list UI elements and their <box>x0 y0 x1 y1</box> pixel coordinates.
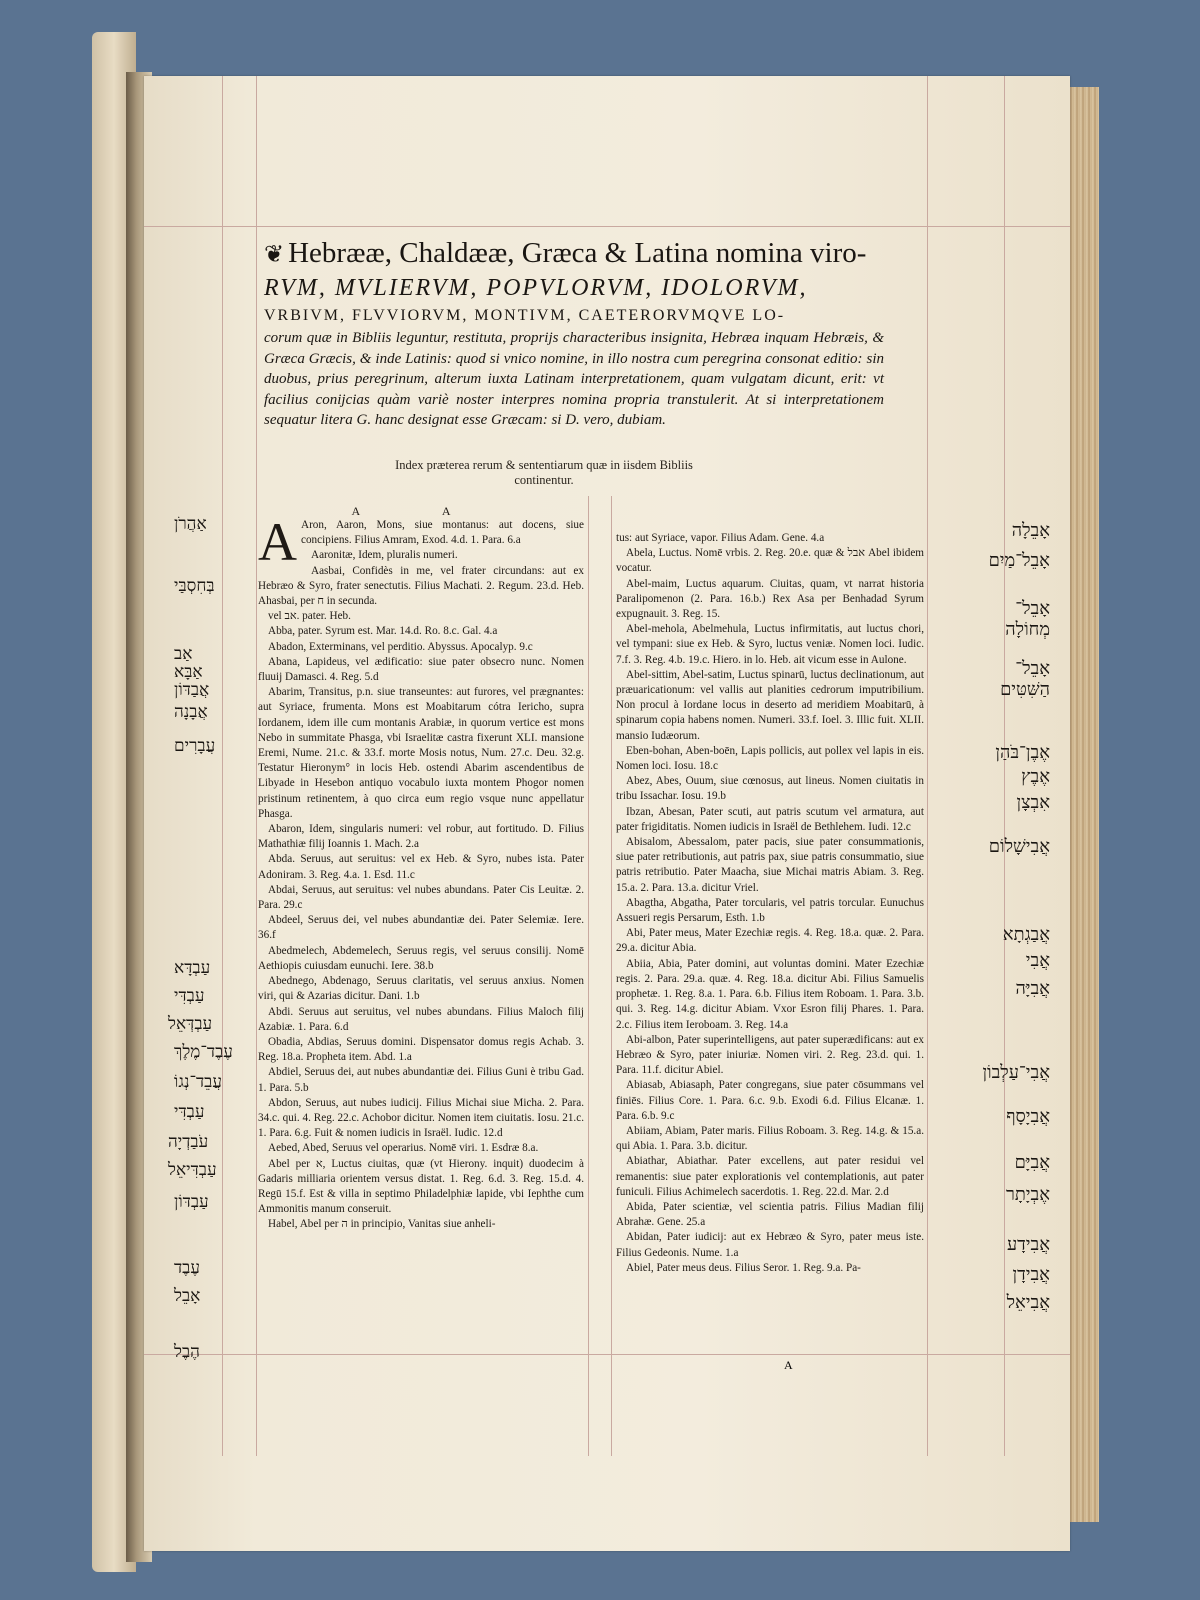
hebrew-headword: אַבָּא <box>174 662 203 682</box>
index-entry: Abdon, Seruus, aut nubes iudicij. Filius Michai siue Micha. 2. Para. 34.c. qui. 4. Reg. 22.c. Achobor dicitur. Nomen item ciuitatis. Iosu. 21.c. 1. Para. 6.g. Fuit & nomen iudicis in Israël. Iudic. 12.d <box>258 1096 584 1140</box>
hebrew-headword: אָבֵל <box>174 1286 201 1306</box>
index-entry: Abiasab, Abiasaph, Pater congregans, siue pater cōsummans vel finiēs. Filius Core. 1. Para. 6.c. 9.b. Exodi 6.d. Filius Elcanæ. 1. Para. 6.b. 9.c <box>616 1079 924 1122</box>
hebrew-headword: עַבְדּוֹן <box>174 1192 209 1212</box>
hebrew-headword: אֶבֶץ <box>1021 766 1050 787</box>
index-entry: Abida, Pater scientiæ, vel scientia patris. Filius Madian filij Abrahæ. Gene. 25.a <box>616 1200 924 1229</box>
index-note: Index præterea rerum & sententiarum quæ in iisdem Bibliis continentur. <box>395 458 693 487</box>
index-entry: Abidan, Pater iudicij: aut ex Hebræo & Syro, pater meus iste. Filius Gedeonis. Nume. 1.a <box>616 1231 924 1259</box>
hebrew-headword: אָבֵל־ מְחוֹלָה <box>1005 598 1050 640</box>
hebrew-headword: עֲבֵד־נְגוֹ <box>174 1072 222 1092</box>
hebrew-headword: בְּחִסְבַּי <box>174 576 215 596</box>
hebrew-headword: אֲבָנָה <box>174 702 208 722</box>
index-entry: Abagtha, Abgatha, Pater torcularis, vel patris torcular. Eunuchus Assueri regis Persarum, Esth. 1.b <box>616 896 924 925</box>
hebrew-headword: אֲבִיָּם <box>1014 1152 1050 1173</box>
page-edges <box>1067 87 1099 1522</box>
title-block <box>264 236 884 431</box>
column-head-letters: A A <box>351 504 491 518</box>
index-entry: Obadia, Abdias, Seruus domini. Dispensator domus regis Achab. 3. Reg. 18.a. Propheta item. Abd. 1.a <box>258 1035 584 1064</box>
right-column <box>616 531 924 1276</box>
hebrew-headword: אֶבֶן־בֹּהַן <box>995 742 1050 763</box>
signature-mark: A <box>784 1358 793 1372</box>
index-entry: tus: aut Syriace, vapor. Filius Adam. Gene. 4.a <box>616 532 825 544</box>
rule-line <box>588 496 589 1456</box>
hebrew-headword: עֹבַדְיָה <box>168 1132 209 1152</box>
hebrew-headword: אָבֵל־ הַשִּׁטִּים <box>1000 658 1050 700</box>
index-entry: Habel, Abel per ה in principio, Vanitas siue anheli- <box>268 1218 496 1231</box>
rule-line <box>144 1354 1070 1355</box>
hebrew-headword: אֲבַדּוֹן <box>174 680 210 700</box>
index-entry: Abel-mehola, Abelmehula, Luctus infirmitatis, aut luctus chori, vel tympani: siue ex Heb. & Syro, luctus veniæ. Nomen loci. Iudic. 7.f. 3. Reg. 4.b. 19.c. Hiero. in lo. Heb. ait vicum esse in Aulone. <box>616 623 924 666</box>
hebrew-headword: אִבְצָן <box>1016 792 1050 813</box>
hebrew-headword: אֲבִיָסָף <box>1006 1106 1050 1127</box>
hebrew-headword: אָבֵלָה <box>1011 520 1050 541</box>
index-entry: Abdiel, Seruus dei, aut nubes abundantiæ dei. Filius Guni è tribu Gad. 1. Para. 5.b <box>258 1066 584 1094</box>
hebrew-headword: אֲבִישָׁלוֹם <box>988 836 1050 857</box>
rule-line <box>611 496 612 1456</box>
index-entry: Abisalom, Abessalom, pater pacis, siue pater consummationis, siue pater retributionis, aut patris pax, siue patris consummatio, siue patris retributio. Pater Maacha, siue Michai matris Abiam. 3. Reg. 15.a. 2. Para. 13.a. dicitur Vriel. <box>616 836 924 894</box>
index-entry: Abaron, Idem, singularis numeri: vel robur, aut fortitudo. D. Filius Mathathiæ filij Ioannis 1. Mach. 2.a <box>258 823 584 851</box>
rule-line <box>256 76 257 1456</box>
page <box>144 76 1070 1551</box>
index-entry: Abana, Lapideus, vel ædificatio: siue pater obsecro nunc. Nomen fluuij Damasci. 4. Reg. 5.d <box>258 655 584 684</box>
index-entry: Abel-maim, Luctus aquarum. Ciuitas, quam, vt narrat historia Paralipomenon (2. Para. 16.b.) Rex Asa per Benhadad Syrum expugnauit. 3. Reg. 15. <box>616 577 924 621</box>
fleuron-icon: ❦ <box>264 242 285 268</box>
hebrew-headword: אֶבְיָתָר <box>1005 1184 1050 1205</box>
hebrew-headword: עֶבֶד <box>174 1258 200 1278</box>
left-column <box>258 504 584 1233</box>
rule-line <box>222 76 223 1456</box>
index-entry: Abiathar, Abiathar. Pater excellens, aut pater residui vel remanentis: siue pater explorationis vel contemplationis, aut pater funiculi. Filius Achimelech sacerdotis. 1. Reg. 22.d. Mar. 2.d <box>616 1155 924 1198</box>
index-entry: Abel per א, Luctus ciuitas, quæ (vt Hierony. inquit) duodecim à Gadaris milliaria orientem versus distat. 1. Reg. 6.d. 3. Reg. 15.d. 4. Regū 15.f. Est & villa in septimo Philadelphiæ lapide, vbi Iephthe cum Ammonitis manum conseruit. <box>258 1157 584 1216</box>
hebrew-headword: עֶבֶד־מֶלֶךְ <box>174 1042 233 1062</box>
index-entry: Abednego, Abdenago, Seruus claritatis, vel seruus anxius. Nomen viri, qui & Azarias dicitur. Dani. 1.b <box>258 975 584 1003</box>
book <box>92 32 1102 1572</box>
hebrew-headword: אֲבִיָּה <box>1015 978 1050 999</box>
hebrew-headword: עַבְדִּי <box>174 1102 205 1122</box>
index-entry: Abi, Pater meus, Mater Ezechiæ regis. 4. Reg. 18.a. quæ. 2. Para. 29.a. dicitur Abia. <box>616 927 924 955</box>
hebrew-headword: עַבְדָּא <box>174 958 211 978</box>
hebrew-headword: אֲבַגְתָא <box>1002 924 1050 945</box>
title-line-1: ❦ Hebrææ, Chaldææ, Græca & Latina nomina viro- <box>264 237 867 269</box>
index-entry: Abiel, Pater meus deus. Filius Seror. 1. Reg. 9.a. Pa- <box>626 1261 861 1274</box>
hebrew-headword: אָבֵל־מַיִם <box>988 550 1050 571</box>
index-entry: Abadon, Exterminans, vel perditio. Abyssus. Apocalyp. 9.c <box>268 640 533 653</box>
index-entry: vel אב. pater. Heb. <box>268 610 351 623</box>
index-entry: Abela, Luctus. Nomē vrbis. 2. Reg. 20.e. quæ & אבל Abel ibidem vocatur. <box>616 547 924 575</box>
index-entry: Abez, Abes, Ouum, siue cœnosus, aut lineus. Nomen ciuitatis in tribu Issachar. Iosu. 19.b <box>616 775 924 803</box>
hebrew-headword: אֲבִי <box>1025 950 1050 971</box>
intro-text: corum quæ in Bibliis leguntur, restituta, proprijs characteribus insignita, Hebræa inquam Hebræis, & Græca Græcis, & inde Latinis: quod si vnico nomine, in illo nostra cum peregrina consonat editio: sin duobus, prius peregrinum, alterum iuxta Latinam interpretationem, quam vulgatam dicunt, erit: vt facilius conijcias quàm variè noster interpres nomina propria transtulerit. At si interpretationem sequatur litera G. hanc designat esse Græcam: si D. vero, dubiam. <box>264 330 884 428</box>
index-entry: A Aron, Aaron, Mons, siue montanus: aut docens, siue concipiens. Filius Amram, Exod. 4.d. 1. Para. 6.a <box>258 512 584 572</box>
drop-cap: A <box>258 512 297 572</box>
rule-line <box>927 76 928 1456</box>
index-entry: Abda. Seruus, aut seruitus: vel ex Heb. & Syro, nubes ista. Pater Adoniram. 3. Reg. 4.a. 1. Esd. 11.c <box>258 853 584 881</box>
hebrew-headword: אֲבִידָן <box>1012 1264 1050 1285</box>
hebrew-headword: עַבְדִּי <box>174 986 205 1006</box>
title-line-3: VRBIVM, FLVVIORVM, MONTIVM, CAETERORVMQVE LO- <box>264 307 786 324</box>
hebrew-headword: עֲבָרִים <box>174 736 216 756</box>
hebrew-headword: אֲבִיאֵל <box>1006 1292 1050 1313</box>
rule-line <box>1004 76 1005 1456</box>
hebrew-headword: אַהֲרֹן <box>174 514 207 534</box>
index-entry: Eben-bohan, Aben-boēn, Lapis pollicis, aut pollex vel lapis in eis. Nomen loci. Iosu. 18.c <box>616 744 924 773</box>
index-entry: Ibzan, Abesan, Pater scuti, aut patris scutum vel armatura, aut pater frigiditatis. Nomen iudicis in Israël de Bethlehem. Iudi. 12.c <box>616 805 924 833</box>
index-entry: Abdi. Seruus aut seruitus, vel nubes abundans. Filius Maloch filij Azabiæ. 1. Para. 6.d <box>258 1005 584 1033</box>
hebrew-headword: אֲבִי־עַלְבוֹן <box>982 1062 1050 1083</box>
hebrew-headword: הֶבֶל <box>174 1342 200 1362</box>
index-entry: Abdai, Seruus, aut seruitus: vel nubes abundans. Pater Cis Leuitæ. 2. Para. 29.c <box>258 883 584 912</box>
hebrew-headword: אֲבִידָע <box>1006 1234 1050 1255</box>
index-entry: Abarim, Transitus, p.n. siue transeuntes: aut furores, vel prægnantes: aut Syriace, frumenta. Mons est Moabitarum cótra Iericho, supra Iordanem, idem ille cum montanis Arabiæ, in quorum vertice est mons Nebo in summitate Phasga, vbi Israelitæ castra fixerunt XLI. mansione Eremi, Nume. 21.c. & 33.f. morte Mosis notus, Num. 27.c. Deu. 32.g. Testatur Hieronym° in locis Heb. ostendi Abarim ascendentibus de Libyade in Hesebon antiquo vocabulo iuxta montem Phogor nomen pristinum retinentem, à quo circa eum regio vsque nunc appellatur Phasga. <box>258 686 584 820</box>
index-entry: Abiiam, Abiam, Pater maris. Filius Roboam. 3. Reg. 14.g. & 15.a. qui Abia. 1. Para. 3.b. dicitur. <box>616 1124 924 1153</box>
index-entry: Abi-albon, Pater superintelligens, aut pater superædificans: aut ex Hebræo & Syro, pater iniuriæ. Nomen viri. 2. Reg. 23.d. qui. 1. Para. 11.f. dicitur Abiel. <box>616 1033 924 1077</box>
index-entry: Abel-sittim, Abel-satim, Luctus spinarū, luctus declinationum, aut præuaricationum: vel vallis aut planities cedrorum imputribilium. Non procul à Iordane locus in deserto ad meridiem Moabitarū, à spinarum copia habens nomen. Numeri. 33.f. Ioel. 3. Illic fuit. XLII. mansio Iudæorum. <box>616 668 924 742</box>
index-entry: Abiia, Abia, Pater domini, aut voluntas domini. Mater Ezechiæ regis. 2. Para. 29.a. quæ. 4. Reg. 18.a. dicitur Abi. Filius Samuelis prophetæ. 1. Reg. 8.a. 1. Para. 6.b. Filius item Roboam. 1. Para. 3.b. qui. 3. Reg. 14.g. dicitur Abiam. Vxor Esron filij Phares. 1. Para. 2.c. Filius item Ieroboam. 3. Reg. 14.a <box>616 957 924 1031</box>
hebrew-headword: אַב <box>174 644 193 664</box>
index-entry: Aaronitæ, Idem, pluralis numeri. <box>311 549 458 562</box>
rule-line <box>144 226 1070 227</box>
title-line-2: RVM, MVLIERVM, POPVLORVM, IDOLORVM, <box>264 275 808 301</box>
index-entry: Abba, pater. Syrum est. Mar. 14.d. Ro. 8.c. Gal. 4.a <box>268 625 498 638</box>
hebrew-headword: עַבְדִּיאֵל <box>168 1160 217 1180</box>
hebrew-headword: עַבְדְּאֵל <box>168 1014 213 1034</box>
index-entry: Aebed, Abed, Seruus vel operarius. Nomē viri. 1. Esdræ 8.a. <box>268 1142 539 1155</box>
index-entry: Abdeel, Seruus dei, vel nubes abundantiæ dei. Pater Selemiæ. Iere. 36.f <box>258 914 584 942</box>
index-entry: Aasbai, Confidès in me, vel frater circundans: aut ex Hebræo & Syro, frater senectutis. Filius Machati. 2. Regum. 23.d. Heb. Ahasbai, per ח in secunda. <box>258 564 584 608</box>
index-entry: Abedmelech, Abdemelech, Seruus regis, vel seruus consilij. Nomē Aethiopis cuiusdam eunuchi. Iere. 38.b <box>258 944 584 972</box>
